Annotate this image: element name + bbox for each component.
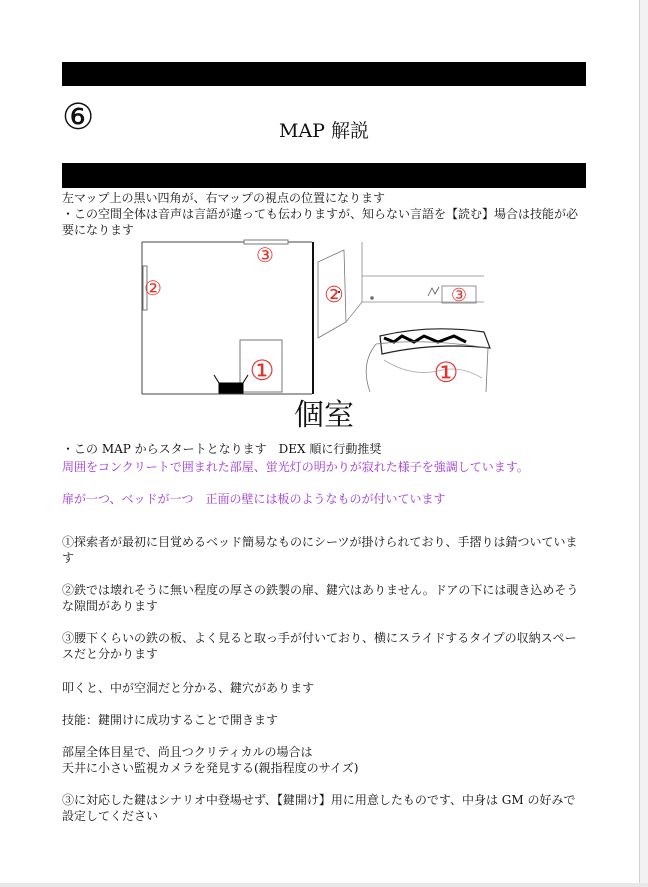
marker-2-view: ② xyxy=(324,283,344,308)
marker-2-plan: ② xyxy=(144,276,162,300)
section-number: ⑥ xyxy=(62,97,95,138)
intro-line-1: 左マップ上の黒い四角が、右マップの視点の位置になります xyxy=(62,191,386,205)
skill-text: 技能：鍵開けに成功することで開きます xyxy=(62,713,279,727)
search-text-1: 部屋全体目星で、尚且つクリティカルの場合は xyxy=(62,745,313,759)
knock-text: 叩くと、中が空洞だと分かる、鍵穴があります xyxy=(62,681,315,695)
intro-line-2: ・この空間全体は音声は言語が違っても伝わりますが、知らない言語を【読む】場合は技能が必要になります xyxy=(62,207,579,237)
page-title: MAP 解説 xyxy=(279,120,369,142)
marker-3-plan: ③ xyxy=(256,243,274,267)
floor-plan xyxy=(142,240,313,394)
room-name: 個室 xyxy=(294,398,354,433)
description-1: 周囲をコンクリートで囲まれた部屋、蛍光灯の明かりが寂れた様子を強調しています。 xyxy=(62,460,529,474)
perspective-view xyxy=(318,242,490,392)
map-markers xyxy=(144,243,467,389)
marker-3-view: ③ xyxy=(450,285,468,306)
description-2: 扉が一つ、ベッドが一つ 正面の壁には板のようなものが付いています xyxy=(62,492,446,506)
search-text-2: 天井に小さい監視カメラを発見する(親指程度のサイズ) xyxy=(62,761,359,775)
marker-1-plan: ① xyxy=(249,354,275,387)
marker-1-view: ① xyxy=(433,356,459,389)
key-note: ③に対応した鍵はシナリオ中登場せず、【鍵開け】用に用意したものです、中身は GM の好みで設定してください xyxy=(62,793,576,823)
item-1-text: ①探索者が最初に目覚めるベッド簡易なものにシーツが掛けられており、手摺りは錆ついています xyxy=(62,535,578,565)
start-text: ・この MAP からスタートとなります DEX 順に行動推奨 xyxy=(62,442,382,456)
item-2-text: ②鉄では壊れそうに無い程度の厚さの鉄製の扉、鍵穴はありません。ドアの下には覗き込めそうな隙間があります xyxy=(62,583,579,613)
item-3-text: ③腰下くらいの鉄の板、よく見ると取っ手が付いており、横にスライドするタイプの収納スペースだと分かります xyxy=(62,631,577,661)
